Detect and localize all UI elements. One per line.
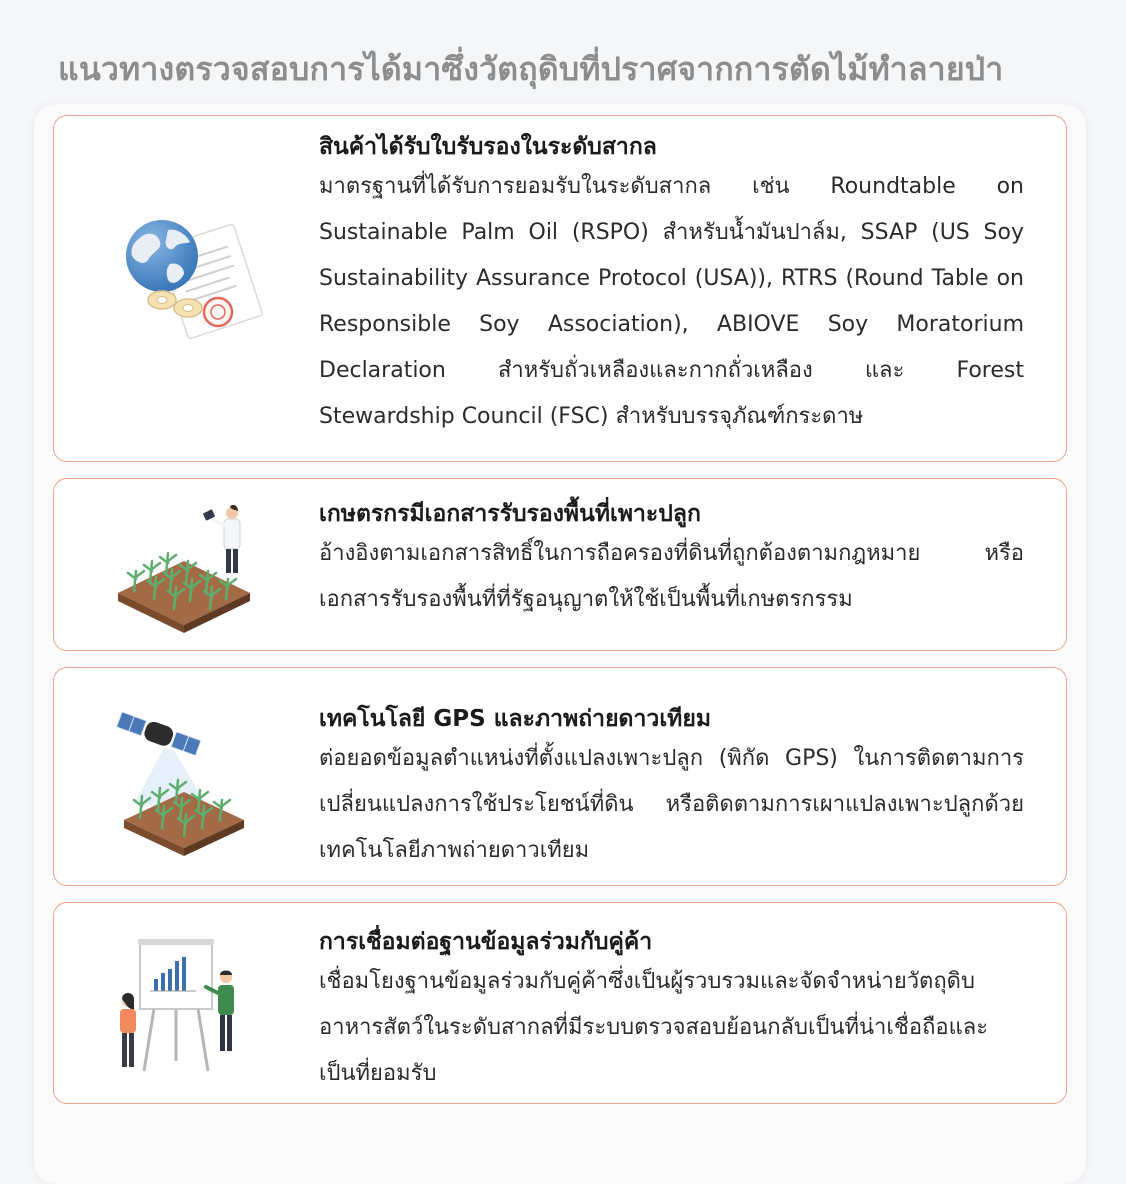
presentation-people-icon: [114, 931, 264, 1081]
card-body: ต่อยอดข้อมูลตำแหน่งที่ตั้งแปลงเพาะปลูก (พิกัด GPS) ในการติดตามการเปลี่ยนแปลงการใช้ประโยชน์ที่ดิน หรือติดตามการเผาแปลงเพาะปลูกด้วยเทคโนโลยีภาพถ่ายดาวเทียม: [319, 746, 1024, 863]
card-farmer-land-certificate: [53, 478, 1067, 651]
farm-inspector-icon: [114, 491, 264, 641]
satellite-field-icon: [114, 708, 264, 858]
card-body: มาตรฐานที่ได้รับการยอมรับในระดับสากล เช่น Roundtable on Sustainable Palm Oil (RSPO) สำหรับน้ำมันปาล์ม, SSAP (US Soy Sustainability Assurance Protocol (USA)), RTRS (Round Table on Responsible Soy Association), ABIOVE Soy Moratorium Declaration สำหรับถั่วเหลืองและกากถั่วเหลือง และ Forest Stewardship Council (FSC) สำหรับบรรจุภัณฑ์กระดาษ: [319, 174, 1024, 429]
card-body: เชื่อมโยงฐานข้อมูลร่วมกับคู่ค้าซึ่งเป็นผู้รวบรวมและจัดจำหน่ายวัตถุดิบอาหารสัตว์ในระดับสากลที่มีระบบตรวจสอบย้อนกลับเป็นที่น่าเชื่อถือและเป็นที่ยอมรับ: [319, 969, 989, 1086]
card-gps-satellite: [53, 667, 1067, 886]
card-title: เกษตรกรมีเอกสารรับรองพื้นที่เพาะปลูก: [319, 501, 701, 527]
card-title: สินค้าได้รับใบรับรองในระดับสากล: [319, 134, 657, 160]
card-partner-database: [53, 902, 1067, 1104]
card-international-certification: [53, 115, 1067, 462]
card-title: การเชื่อมต่อฐานข้อมูลร่วมกับคู่ค้า: [319, 929, 653, 955]
card-body: อ้างอิงตามเอกสารสิทธิ์ในการถือครองที่ดินที่ถูกต้องตามกฎหมาย หรือเอกสารรับรองพื้นที่ที่รัฐอนุญาตให้ใช้เป็นพื้นที่เกษตรกรรม: [319, 541, 1024, 612]
card-title: เทคโนโลยี GPS และภาพถ่ายดาวเทียม: [319, 706, 711, 732]
page-title: แนวทางตรวจสอบการได้มาซึ่งวัตถุดิบที่ปราศจากการตัดไม้ทำลายป่า: [58, 50, 1004, 88]
globe-certificate-icon: [114, 212, 264, 352]
